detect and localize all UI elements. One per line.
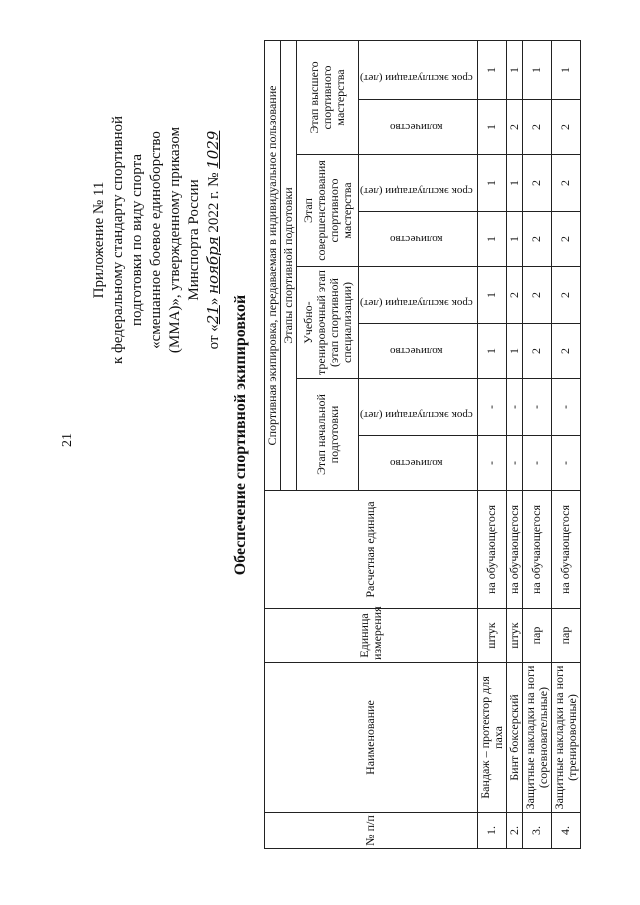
header-num: № п/п — [265, 813, 478, 849]
header-qty: количество — [359, 436, 478, 491]
table-row: 1. Бандаж – протектор для паха штук на обучающегося - - 1 1 1 1 1 1 — [477, 40, 506, 848]
header-qty: количество — [359, 100, 478, 155]
appendix-line: подготовки по виду спорта — [129, 154, 145, 326]
header-term: срок эксплуатации (лет) — [359, 40, 478, 99]
appendix-line: (ММА)», утвержденному приказом — [167, 126, 183, 354]
header-term: срок эксплуатации (лет) — [359, 155, 478, 212]
header-term: срок эксплуатации (лет) — [359, 379, 478, 436]
equipment-table — [264, 40, 581, 849]
table-row: 3. Защитные накладки на ноги (соревновательные) пар на обучающегося - - 2 2 2 2 2 1 — [522, 40, 551, 848]
order-date-line: от «21» ноября 2022 г. № 1029 — [204, 130, 222, 350]
header-qty: количество — [359, 212, 478, 267]
table-row: 2. Бинт боксерский штук на обучающегося - - 1 2 1 1 2 1 — [506, 40, 522, 848]
page-number: 21 — [60, 433, 75, 447]
header-unit: Единица измерения — [265, 609, 478, 663]
date-day: 21 — [204, 305, 222, 325]
appendix-line: Минспорта России — [186, 179, 202, 301]
header-qty: количество — [359, 324, 478, 379]
date-month: ноября — [204, 236, 222, 294]
header-term: срок эксплуатации (лет) — [359, 267, 478, 324]
header-name: Наименование — [265, 663, 478, 813]
appendix-line: к федеральному стандарту спортивной — [110, 115, 126, 365]
header-individual: Спортивная экипировка, передаваемая в индивидуальное пользование — [265, 40, 281, 490]
header-stage-4: Этап высшего спортивного мастерства — [297, 40, 359, 154]
header-stages: Этапы спортивной подготовки — [281, 40, 297, 490]
document-title: Обеспечение спортивной экипировкой — [232, 294, 249, 576]
header-calc: Расчетная единица — [265, 491, 478, 609]
header-stage-3: Этап совершенствования спортивного мастерства — [297, 155, 359, 267]
table-row: 4. Защитные накладки на ноги (тренировочные) пар на обучающегося - - 2 2 2 2 2 1 — [551, 40, 580, 848]
appendix-line: Приложение № 11 — [91, 181, 107, 299]
header-stage-1: Этап начальной подготовки — [297, 379, 359, 491]
header-stage-2: Учебно-тренировочный этап (этап спортивной специализации) — [297, 267, 359, 379]
order-number: 1029 — [204, 130, 222, 169]
appendix-header — [90, 45, 224, 435]
appendix-line: «смешанное боевое единоборство — [148, 131, 164, 349]
